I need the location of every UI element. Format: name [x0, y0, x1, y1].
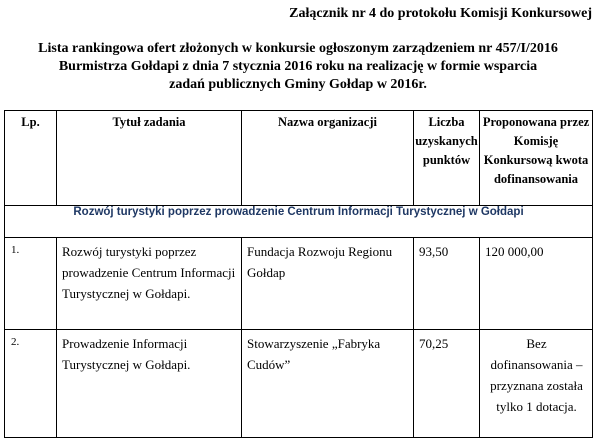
- table-row: [5, 238, 593, 330]
- row-organization: Fundacja Rozwoju Regionu Gołdap: [242, 238, 414, 330]
- heading-line-1: Lista rankingowa ofert złożonych w konkursie ogłoszonym zarządzeniem nr 457/I/2016: [38, 41, 558, 56]
- ranking-table: [4, 110, 593, 438]
- heading-line-3: zadań publicznych Gminy Gołdap w 2016r.: [169, 77, 427, 92]
- table-row: [5, 330, 593, 438]
- row-lp: 1.: [5, 238, 57, 330]
- header-task-title: Tytuł zadania: [57, 111, 242, 206]
- header-organization: Nazwa organizacji: [242, 111, 414, 206]
- header-amount: Proponowana przez Komisję Konkursową kwota dofinansowania: [480, 111, 593, 206]
- table-header-row: [5, 111, 593, 206]
- section-row: [5, 206, 593, 238]
- section-title: Rozwój turystyki poprzez prowadzenie Centrum Informacji Turystycznej w Gołdapi: [5, 206, 593, 238]
- row-amount: 120 000,00: [480, 238, 593, 330]
- heading-line-2: Burmistrza Gołdapi z dnia 7 stycznia 2016 roku na realizację w formie wsparcia: [58, 59, 538, 74]
- row-points: 70,25: [414, 330, 480, 438]
- row-task-title: Rozwój turystyki poprzez prowadzenie Centrum Informacji Turystycznej w Gołdapi.: [57, 238, 242, 330]
- header-lp: Lp.: [5, 111, 57, 206]
- document-heading: [18, 40, 578, 94]
- row-lp: 2.: [5, 330, 57, 438]
- row-amount: Bez dofinansowania – przyznana została tylko 1 dotacja.: [480, 330, 593, 438]
- header-points: Liczba uzyskanych punktów: [414, 111, 480, 206]
- row-organization: Stowarzyszenie „Fabryka Cudów”: [242, 330, 414, 438]
- annex-label: Załącznik nr 4 do protokołu Komisji Konkursowej: [289, 6, 592, 21]
- row-task-title: Prowadzenie Informacji Turystycznej w Gołdapi.: [57, 330, 242, 438]
- row-points: 93,50: [414, 238, 480, 330]
